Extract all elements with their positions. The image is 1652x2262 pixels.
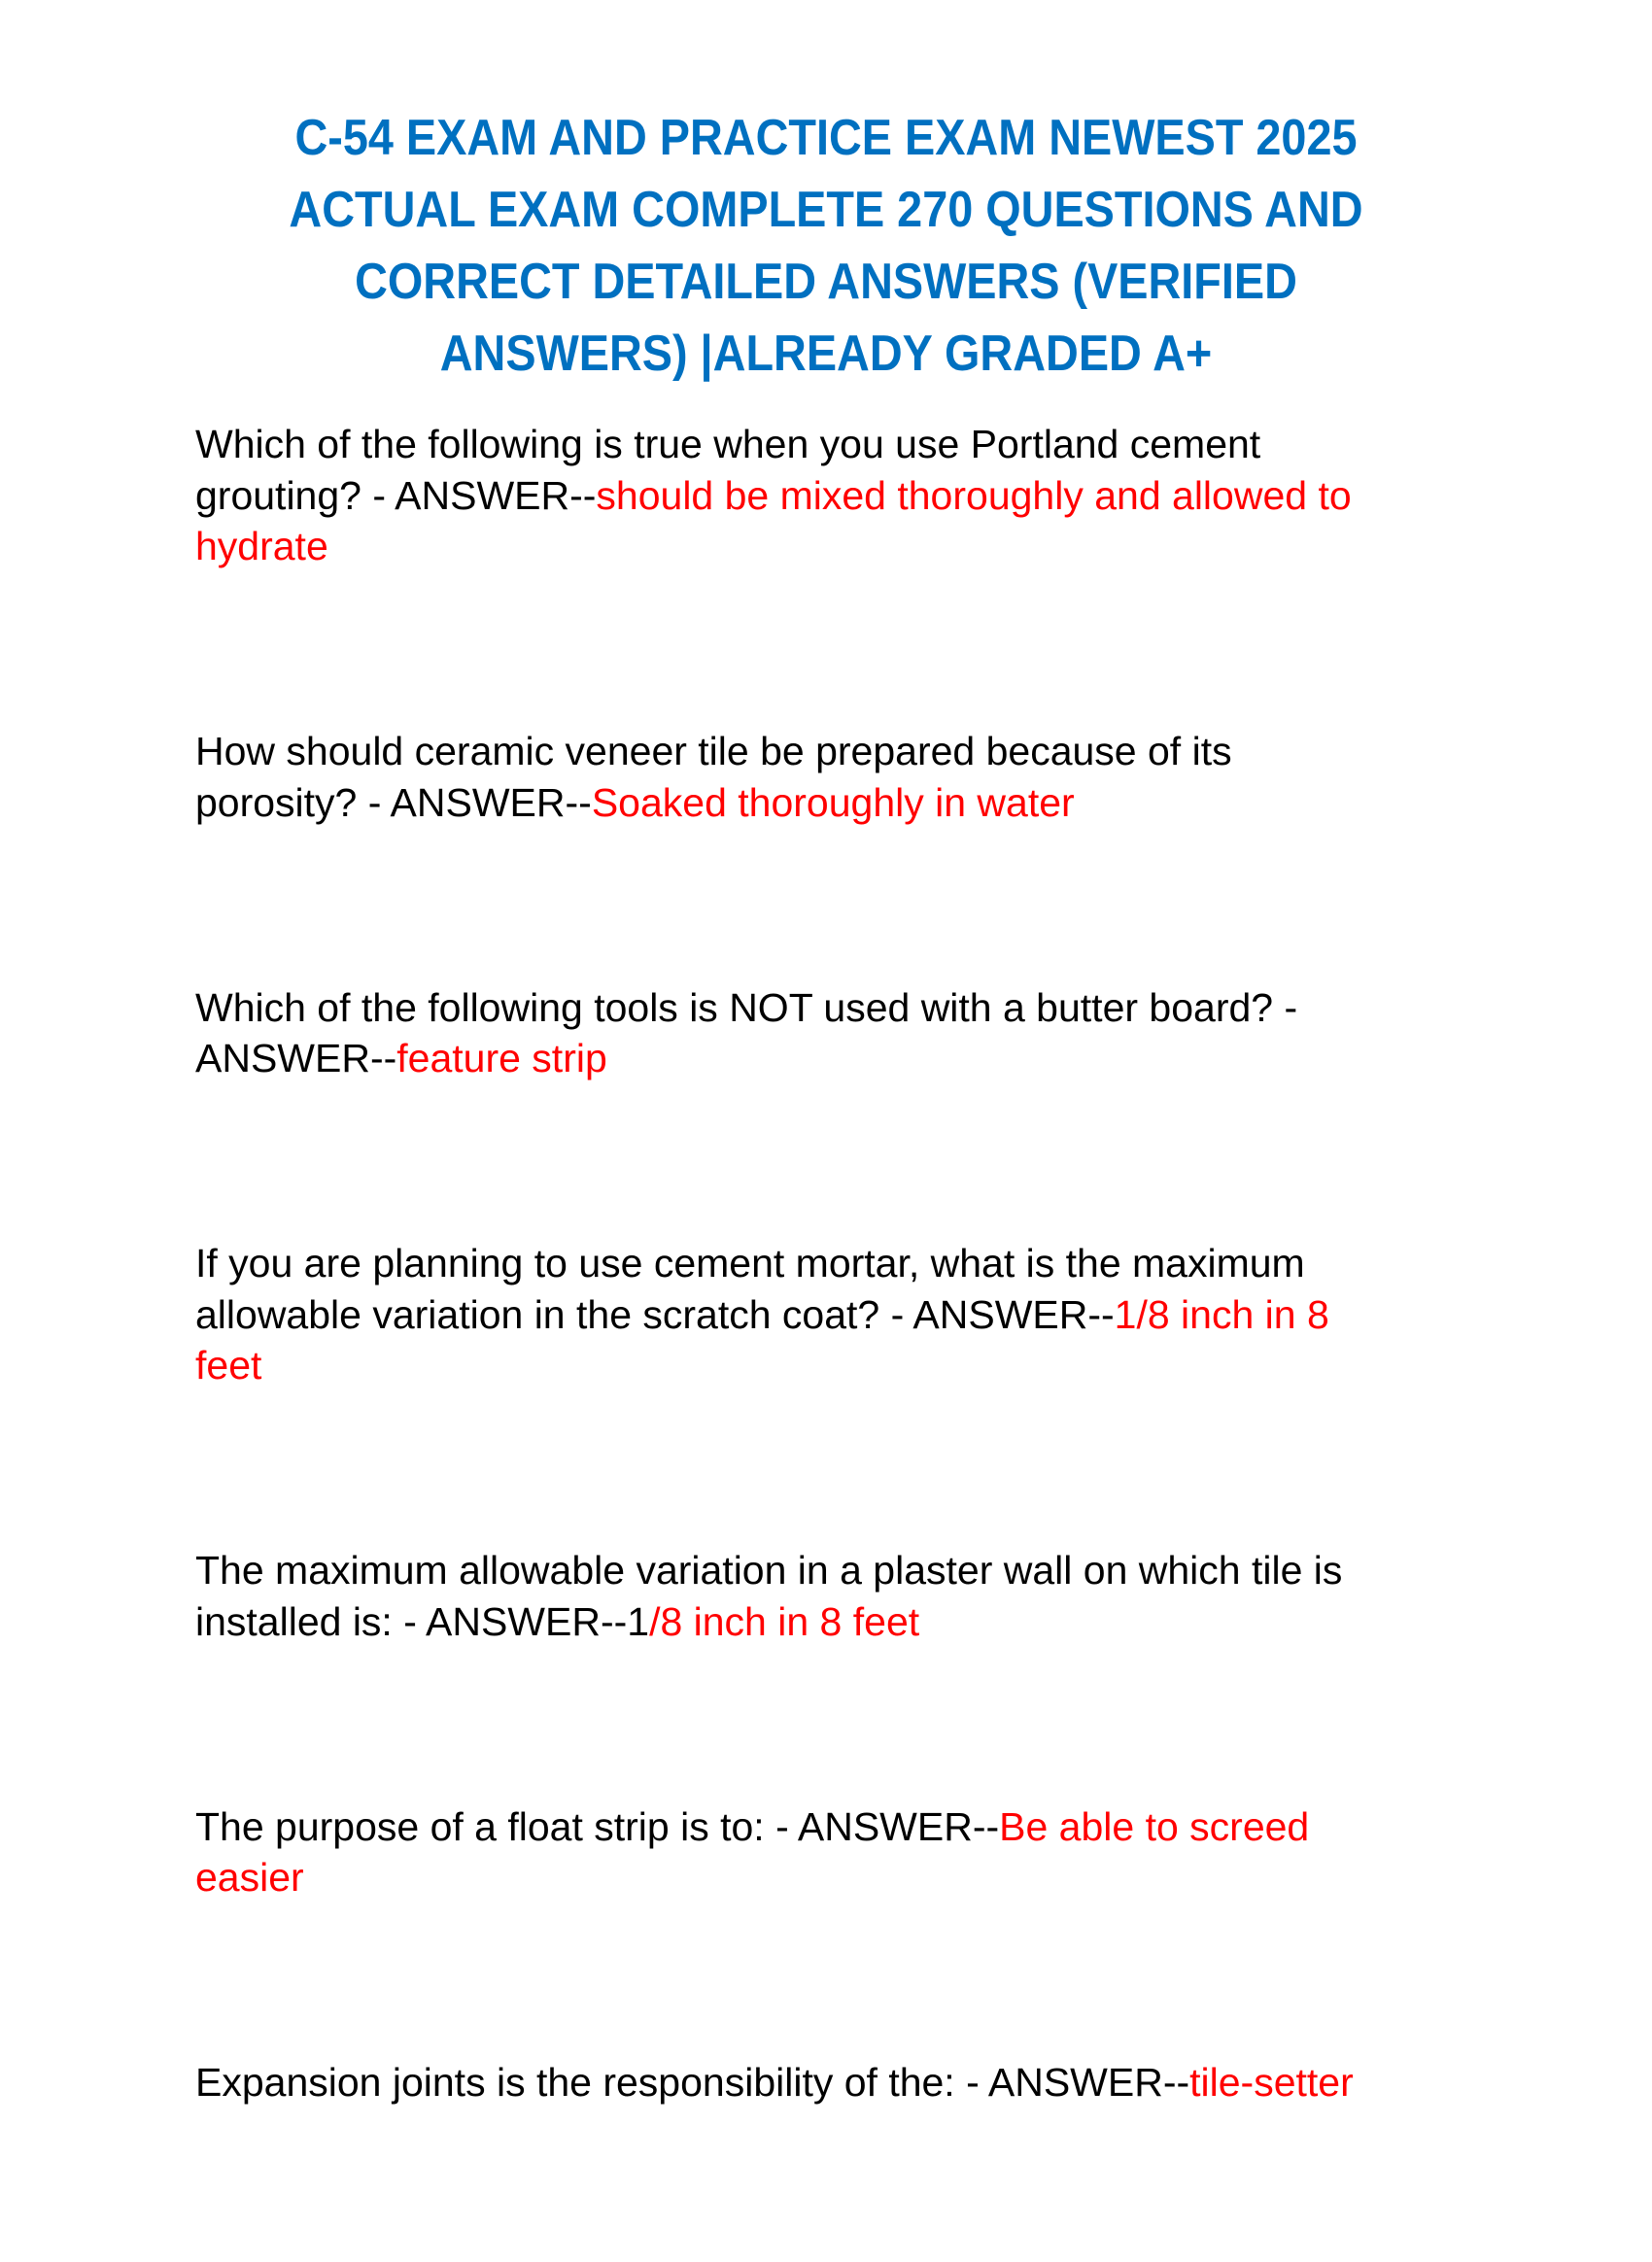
answer-text: Be able to screed [999,1803,1310,1849]
answer-text: easier [195,1855,304,1901]
title-line-4: ANSWERS) |ALREADY GRADED A+ [439,326,1213,382]
title-line-2: ACTUAL EXAM COMPLETE 270 QUESTIONS AND [289,182,1363,238]
answer-text: Soaked thoroughly in water [591,779,1075,825]
answer-text: feature strip [396,1036,607,1081]
qa-item [195,1238,1478,1391]
qa-line [195,1545,1478,1596]
question-text: porosity? - ANSWER-- [195,779,592,825]
qa-item [195,1545,1478,1647]
qa-item [195,726,1478,828]
question-text: Which of the following is true when you use Portland cement [195,422,1261,466]
answer-text: tile-setter [1189,2060,1354,2106]
qa-line [195,1801,1478,1853]
qa-line [195,1340,1478,1391]
question-text: ANSWER-- [195,1036,397,1081]
question-text: Which of the following tools is NOT used with a butter board? - [195,984,1298,1030]
question-text: The maximum allowable variation in a plaster wall on which tile is [195,1548,1343,1594]
question-text: The purpose of a float strip is to: - ANSWER-- [195,1803,1000,1849]
title-line-1: C-54 EXAM AND PRACTICE EXAM NEWEST 2025 [294,110,1358,166]
qa-line [195,777,1478,829]
document-title [0,102,1652,390]
qa-line [195,1852,1478,1903]
qa-line [195,1033,1478,1084]
question-text: grouting? - ANSWER-- [195,472,597,518]
qa-line [195,1596,1478,1648]
answer-text: should be mixed thoroughly and allowed to [596,472,1352,518]
question-answer-list [195,419,1478,2262]
answer-text: 1/8 inch in 8 [1114,1291,1329,1337]
question-text: If you are planning to use cement mortar, what is the maximum [195,1241,1305,1286]
qa-line [195,2057,1478,2108]
qa-item [195,419,1478,572]
answer-text: feet [195,1343,262,1388]
answer-text: hydrate [195,524,328,569]
question-text: allowable variation in the scratch coat? - ANSWER-- [195,1291,1115,1337]
title-line-3: CORRECT DETAILED ANSWERS (VERIFIED [355,254,1297,310]
qa-item [195,982,1478,1084]
question-text: Expansion joints is the responsibility of the: - ANSWER-- [195,2060,1190,2106]
question-text: How should ceramic veneer tile be prepared because of its [195,729,1232,774]
qa-line [195,1289,1478,1341]
qa-line [195,1238,1478,1289]
qa-line [195,982,1478,1034]
question-text: installed is: - ANSWER--1 [195,1598,650,1644]
qa-line [195,470,1478,522]
qa-item [195,1801,1478,1903]
qa-item [195,2057,1478,2108]
answer-text: /8 inch in 8 feet [649,1598,920,1644]
qa-line [195,726,1478,777]
qa-line [195,419,1478,470]
qa-line [195,521,1478,572]
